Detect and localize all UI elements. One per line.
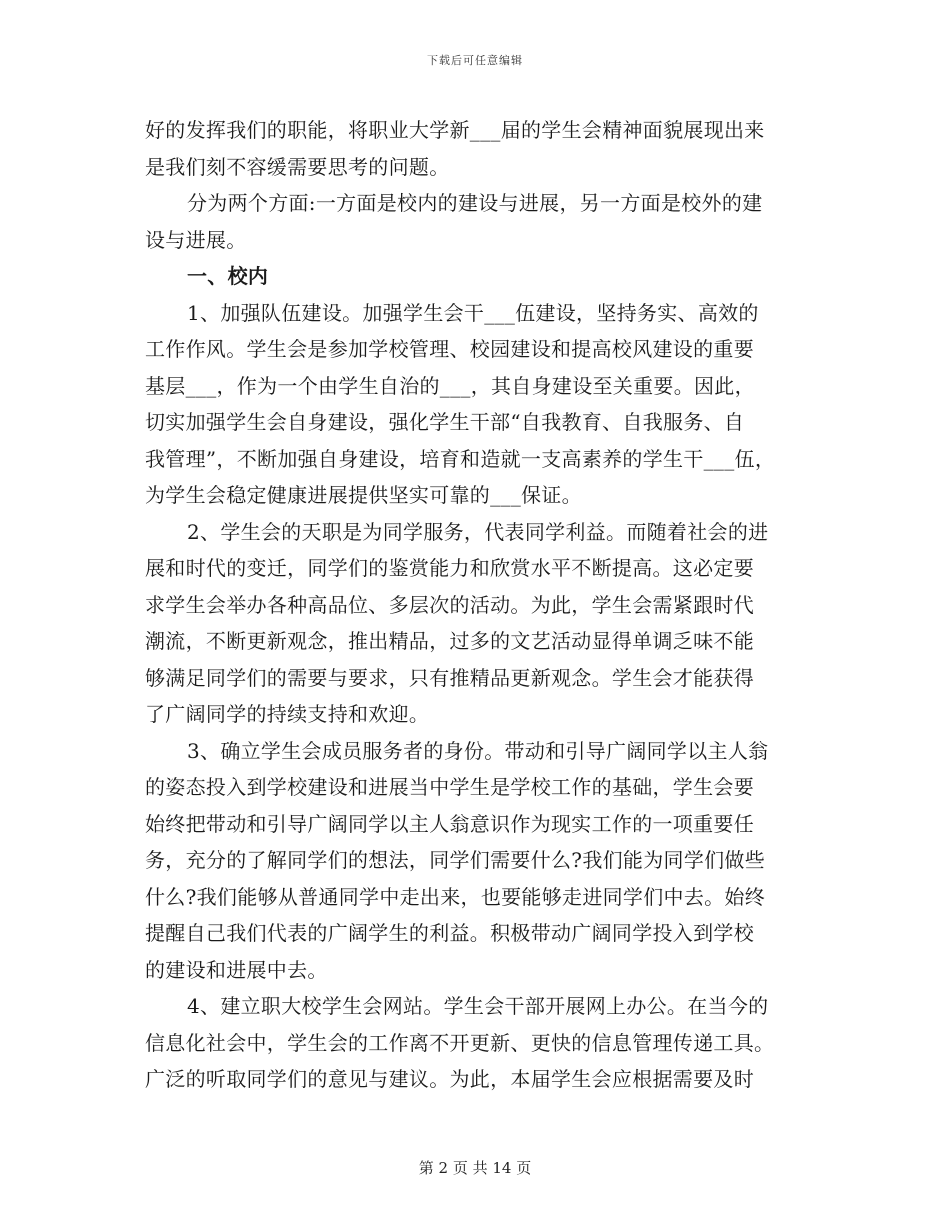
body-text-line: 提醒自己我们代表的广阔学生的利益。积极带动广阔同学投入到学校 [145,921,754,945]
body-text-line: 展和时代的变迁，同学们的鉴赏能力和欣赏水平不断提高。这必定要 [145,556,754,580]
body-text-line: 信息化社会中，学生会的工作离不开更新、更快的信息管理传递工具。 [145,1030,775,1055]
body-text-line: 设与进展。 [145,227,247,252]
page-header-note: 下载后可任意编辑 [427,54,523,67]
body-text-line: 潮流，不断更新观念，推出精品，过多的文艺活动显得单调乏味不能 [145,629,754,653]
section-heading: 一、校内 [187,264,269,288]
body-text-line: 2、学生会的天职是为同学服务，代表同学利益。而随着社会的进 [187,519,769,544]
body-text-line: 3、确立学生会成员服务者的身份。带动和引导广阔同学以主人翁 [187,738,769,763]
body-text-line: 4、建立职大校学生会网站。学生会干部开展网上办公。在当今的 [187,994,769,1018]
page-number-footer: 第 2 页 共 14 页 [418,1159,532,1177]
body-text-line: 好的发挥我们的职能，将职业大学新___届的学生会精神面貌展现出来 [145,118,765,142]
body-text-line: 我管理”，不断加强自身建设，培育和造就一支高素养的学生干___伍， [145,446,776,471]
body-text-line: 基层___，作为一个由学生自治的___，其自身建设至关重要。因此， [145,373,755,398]
body-text-line: 切实加强学生会自身建设，强化学生干部“自我教育、自我服务、自 [145,410,745,434]
body-text-line: 是我们刻不容缓需要思考的问题。 [145,154,450,179]
body-text-line: 始终把带动和引导广阔同学以主人翁意识作为现实工作的一项重要任 [145,811,754,836]
body-text-line: 了广阔同学的持续支持和欢迎。 [145,702,430,726]
body-text-line: 分为两个方面:一方面是校内的建设与进展，另一方面是校外的建 [187,191,763,215]
body-text-line: 什么?我们能够从普通同学中走出来，也要能够走进同学们中去。始终 [145,884,766,909]
body-text-line: 广泛的听取同学们的意见与建议。为此，本届学生会应根据需要及时 [145,1067,754,1091]
body-text-line: 1、加强队伍建设。加强学生会干___伍建设，坚持务实、高效的 [187,300,759,325]
document-body [145,112,810,1098]
body-text-line: 够满足同学们的需要与要求，只有推精品更新观念。学生会才能获得 [145,665,754,690]
body-text-line: 工作作风。学生会是参加学校管理、校园建设和提高校风建设的重要 [145,337,754,361]
body-text-line: 求学生会举办各种高品位、多层次的活动。为此，学生会需紧跟时代 [145,592,754,617]
body-text-line: 的建设和进展中去。 [145,957,328,982]
body-text-line: 务，充分的了解同学们的想法，同学们需要什么?我们能为同学们做些 [145,848,766,872]
body-text-line: 为学生会稳定健康进展提供坚实可靠的___保证。 [145,483,582,507]
body-text-line: 的姿态投入到学校建设和进展当中学生是学校工作的基础，学生会要 [145,775,754,799]
